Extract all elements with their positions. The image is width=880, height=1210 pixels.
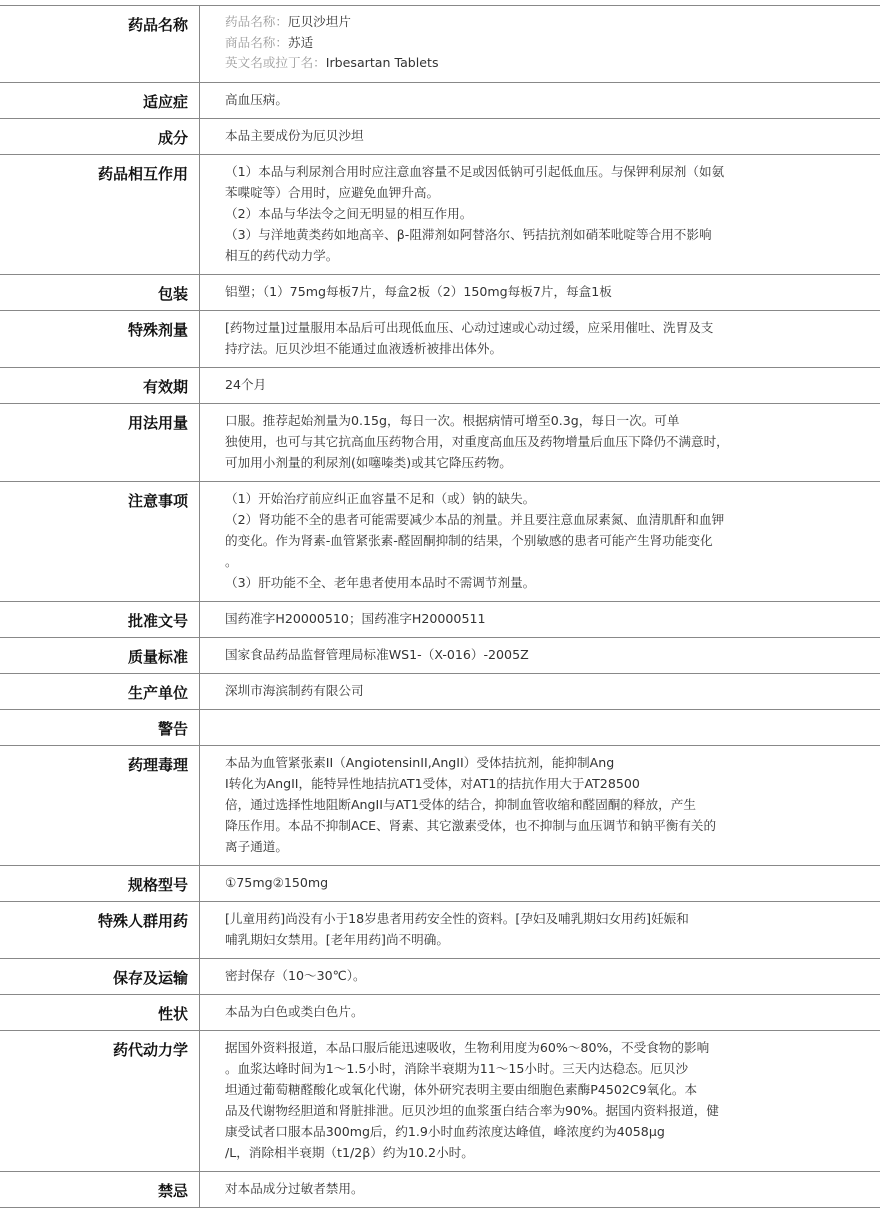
row-value — [200, 119, 880, 154]
value-line: （2）本品与华法令之间无明显的相互作用。 — [225, 205, 473, 221]
table-row — [0, 638, 880, 674]
row-label: 药代动力学 — [0, 1031, 200, 1171]
value-line: 倍，通过选择性地阻断AngII与AT1受体的结合，抑制血管收缩和醛固酮的释放，产生 — [225, 796, 696, 812]
table-row — [0, 746, 880, 866]
row-label: 注意事项 — [0, 482, 200, 601]
value-line — [225, 716, 780, 737]
value-line: 康受试者口服本品300mg后，约1.9小时血药浓度达峰值，峰浓度约为4058μg — [225, 1123, 665, 1139]
table-row — [0, 275, 880, 311]
value-line: 离子通道。 — [225, 838, 288, 854]
value-line: 相互的药代动力学。 — [225, 247, 339, 263]
row-label: 保存及运输 — [0, 959, 200, 994]
row-label: 适应症 — [0, 83, 200, 118]
table-row — [0, 674, 880, 710]
value-line: （3）与洋地黄类药如地高辛、β-阻滞剂如阿替洛尔、钙拮抗剂如硝苯吡啶等合用不影响 — [225, 226, 712, 242]
row-value — [200, 638, 880, 673]
trade-name-value: 苏适 — [287, 34, 314, 50]
value-line: （1）开始治疗前应纠正血容量不足和（或）钠的缺失。 — [225, 490, 536, 506]
value-line: /L，消除相半衰期（t1/2β）约为10.2小时。 — [225, 1144, 474, 1160]
value-line: 高血压病。 — [225, 91, 288, 107]
value-line: [儿童用药]尚没有小于18岁患者用药安全性的资料。[孕妇及哺乳期妇女用药]妊娠和 — [225, 910, 689, 926]
row-value — [200, 6, 880, 82]
table-row — [0, 710, 880, 746]
value-line: 本品为血管紧张素II（AngiotensinII,AngII）受体拮抗剂，能抑制Ang — [225, 754, 615, 770]
row-value — [200, 995, 880, 1030]
value-line: 深圳市海滨制药有限公司 — [225, 682, 364, 698]
row-value — [200, 155, 880, 274]
row-drug-name — [0, 5, 880, 83]
drug-info-table — [0, 5, 880, 1208]
value-line: I转化为AngII，能特异性地拮抗AT1受体，对AT1的拮抗作用大于AT28500 — [225, 775, 640, 791]
row-value — [200, 674, 880, 709]
row-value — [200, 746, 880, 865]
row-value — [200, 602, 880, 637]
row-value — [200, 710, 880, 745]
value-line: [药物过量]过量服用本品后可出现低血压、心动过速或心动过缓，应采用催吐、洗胃及支 — [225, 319, 714, 335]
row-label: 药品相互作用 — [0, 155, 200, 274]
value-line: 据国外资料报道，本品口服后能迅速吸收，生物利用度为60%～80%，不受食物的影响 — [225, 1039, 710, 1055]
row-value — [200, 275, 880, 310]
english-name-value: Irbesartan Tablets — [325, 55, 439, 70]
row-label: 药品名称 — [0, 6, 200, 82]
value-line: 口服。推荐起始剂量为0.15g，每日一次。根据病情可增至0.3g，每日一次。可单 — [225, 412, 680, 428]
value-line: 苯喋啶等）合用时，应避免血钾升高。 — [225, 184, 440, 200]
value-line: 坦通过葡萄糖醛酸化或氧化代谢，体外研究表明主要由细胞色素酶P4502C9氧化。本 — [225, 1081, 698, 1097]
row-label: 药理毒理 — [0, 746, 200, 865]
row-value — [200, 866, 880, 901]
row-label: 性状 — [0, 995, 200, 1030]
value-line: 本品为白色或类白色片。 — [225, 1003, 364, 1019]
trade-name-key: 商品名称： — [225, 34, 288, 50]
value-line: 独使用，也可与其它抗高血压药物合用，对重度高血压及药物增量后血压下降仍不满意时， — [225, 433, 729, 449]
table-row — [0, 119, 880, 155]
table-row — [0, 83, 880, 119]
value-line: 品及代谢物经胆道和肾脏排泄。厄贝沙坦的血浆蛋白结合率为90%。据国内资料报道，健 — [225, 1102, 719, 1118]
trade-name-line — [225, 33, 780, 54]
table-row — [0, 368, 880, 404]
row-label: 有效期 — [0, 368, 200, 403]
table-row — [0, 1031, 880, 1172]
row-label: 批准文号 — [0, 602, 200, 637]
row-value — [200, 404, 880, 481]
value-line: 的变化。作为肾素-血管紧张素-醛固酮抑制的结果，个别敏感的患者可能产生肾功能变化 — [225, 532, 713, 548]
value-line: 。血浆达峰时间为1～1.5小时，消除半衰期为11～15小时。三天内达稳态。厄贝沙 — [225, 1060, 689, 1076]
table-row — [0, 959, 880, 995]
table-row — [0, 602, 880, 638]
table-row — [0, 404, 880, 482]
row-label: 用法用量 — [0, 404, 200, 481]
generic-name-key: 药品名称： — [225, 14, 288, 29]
generic-name-value: 厄贝沙坦片 — [287, 14, 351, 29]
row-label: 生产单位 — [0, 674, 200, 709]
value-line: （2）肾功能不全的患者可能需要减少本品的剂量。并且要注意血尿素氮、血清肌酐和血钾 — [225, 511, 725, 527]
row-label: 质量标准 — [0, 638, 200, 673]
table-row — [0, 1172, 880, 1208]
value-line: 本品主要成份为厄贝沙坦 — [225, 127, 364, 143]
row-value — [200, 1031, 880, 1171]
value-line: 持疗法。厄贝沙坦不能通过血液透析被排出体外。 — [225, 340, 503, 356]
table-row — [0, 482, 880, 602]
generic-name-line — [225, 12, 780, 33]
value-line: 。 — [225, 553, 238, 569]
value-line: 对本品成分过敏者禁用。 — [225, 1180, 364, 1196]
row-label: 特殊人群用药 — [0, 902, 200, 958]
value-line: ①75mg②150mg — [225, 874, 329, 890]
value-line: 铝塑；（1）75mg每板7片，每盒2板（2）150mg每板7片，每盒1板 — [225, 283, 612, 299]
english-name-key: 英文名或拉丁名： — [225, 55, 326, 70]
table-row — [0, 311, 880, 368]
row-value — [200, 1172, 880, 1207]
row-value — [200, 368, 880, 403]
table-row — [0, 866, 880, 902]
row-label: 成分 — [0, 119, 200, 154]
row-value — [200, 83, 880, 118]
value-line: 国药准字H20000510；国药准字H20000511 — [225, 610, 486, 626]
row-value — [200, 902, 880, 958]
row-label: 包装 — [0, 275, 200, 310]
table-row — [0, 155, 880, 275]
value-line: 24个月 — [225, 376, 267, 392]
value-line: 可加用小剂量的利尿剂(如噻嗪类)或其它降压药物。 — [225, 454, 512, 470]
row-value — [200, 959, 880, 994]
row-label: 警告 — [0, 710, 200, 745]
english-name-line — [225, 53, 780, 74]
table-row — [0, 995, 880, 1031]
value-line: 哺乳期妇女禁用。[老年用药]尚不明确。 — [225, 931, 449, 947]
value-line: （3）肝功能不全、老年患者使用本品时不需调节剂量。 — [225, 574, 536, 590]
value-line: （1）本品与利尿剂合用时应注意血容量不足或因低钠可引起低血压。与保钾利尿剂（如氨 — [225, 163, 725, 179]
row-label: 特殊剂量 — [0, 311, 200, 367]
value-line: 国家食品药品监督管理局标准WS1-（X-016）-2005Z — [225, 646, 529, 662]
value-line: 降压作用。本品不抑制ACE、肾素、其它激素受体，也不抑制与血压调节和钠平衡有关的 — [225, 817, 717, 833]
value-line: 密封保存（10～30℃）。 — [225, 967, 366, 983]
row-label: 禁忌 — [0, 1172, 200, 1207]
row-value — [200, 482, 880, 601]
row-label: 规格型号 — [0, 866, 200, 901]
table-row — [0, 902, 880, 959]
row-value — [200, 311, 880, 367]
